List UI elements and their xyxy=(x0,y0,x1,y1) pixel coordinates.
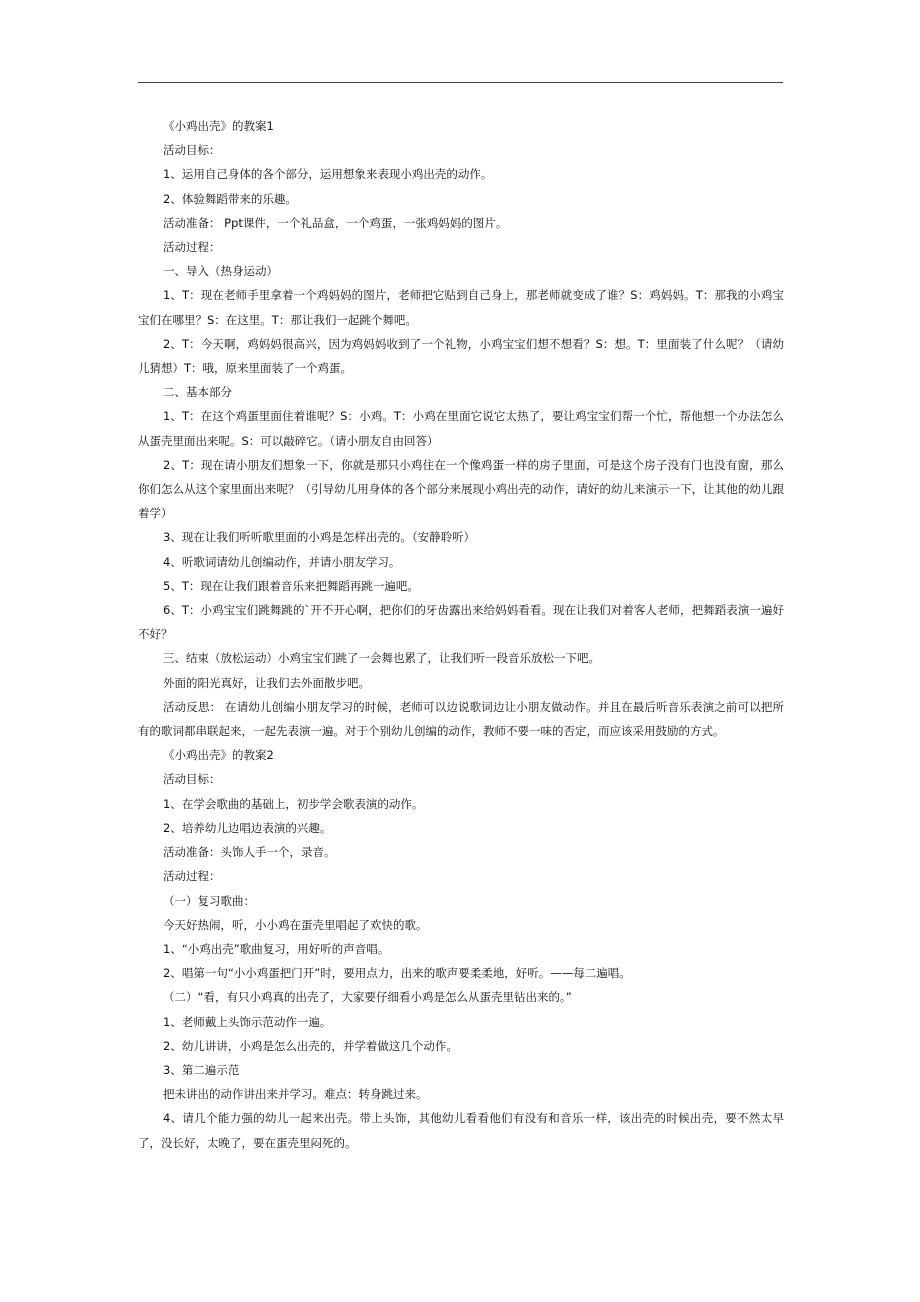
lesson1-title: 《小鸡出壳》的教案1 xyxy=(163,119,274,133)
paragraph: 二、基本部分 xyxy=(163,385,232,400)
paragraph: 3、现在让我们听听歌里面的小鸡是怎样出壳的。（安静聆听） xyxy=(163,530,476,545)
paragraph: 活动反思： 在请幼儿创编小朋友学习的时候，老师可以边说歌词边让小朋友做动作。并且在最后听音乐表演之前可以把所有的歌词都串联起来，一起先表演一遍。对于个别幼儿创编的动作，教师不要一味的否定，而应该采用鼓励的方式。 xyxy=(138,699,784,739)
header-rule xyxy=(138,82,783,83)
paragraph: 4、请几个能力强的幼儿一起来出壳。带上头饰，其他幼儿看看他们有没有和音乐一样，该出壳的时候出壳，要不然太早了，没长好，太晚了，要在蛋壳里闷死的。 xyxy=(138,1111,784,1150)
paragraph: 3、第二遍示范 xyxy=(163,1062,240,1077)
paragraph: 把未讲出的动作讲出来并学习。难点：转身跳过来。 xyxy=(163,1087,428,1102)
paragraph: 1、T：在这个鸡蛋里面住着谁呢？S：小鸡。T：小鸡在里面它说它太热了，要让鸡宝宝们帮一个忙，帮他想一个办法怎么从蛋壳里面出来呢。S：可以敲碎它。（请小朋友自由回答） xyxy=(138,409,784,448)
paragraph: 2、T：今天啊，鸡妈妈很高兴，因为鸡妈妈收到了一个礼物，小鸡宝宝们想不想看？S：想。T：里面装了什么呢？（请幼儿猜想）T：哦，原来里面装了一个鸡蛋。 xyxy=(138,336,784,376)
paragraph: 2、体验舞蹈带来的乐趣。 xyxy=(163,191,297,206)
paragraph: 6、T：小鸡宝宝们跳舞跳的`开不开心啊，把你们的牙齿露出来给妈妈看看。现在让我们对着客人老师，把舞蹈表演一遍好不好？ xyxy=(138,603,784,642)
paragraph: 活动目标： xyxy=(163,143,221,158)
paragraph: 2、幼儿讲讲，小鸡是怎么出壳的，并学着做这几个动作。 xyxy=(163,1038,458,1053)
paragraph: 一、导入（热身运动） xyxy=(163,264,278,279)
paragraph: 1、“小鸡出壳”歌曲复习，用好听的声音唱。 xyxy=(163,941,390,956)
paragraph: 5、T：现在让我们跟着音乐来把舞蹈再跳一遍吧。 xyxy=(163,578,419,593)
paragraph: （一）复习歌曲： xyxy=(163,893,255,908)
paragraph: 1、在学会歌曲的基础上，初步学会歌表演的动作。 xyxy=(163,796,424,811)
paragraph: 4、听歌词请幼儿创编动作，并请小朋友学习。 xyxy=(163,554,401,569)
paragraph: 1、T：现在老师手里拿着一个鸡妈妈的图片，老师把它贴到自己身上，那老师就变成了谁？S：鸡妈妈。T：那我的小鸡宝宝们在哪里？S：在这里。T：那让我们一起跳个舞吧。 xyxy=(138,288,784,327)
paragraph: 活动过程： xyxy=(163,240,221,255)
paragraph: 1、老师戴上头饰示范动作一遍。 xyxy=(163,1014,332,1029)
paragraph: （二）“看，有只小鸡真的出壳了，大家要仔细看小鸡是怎么从蛋壳里钻出来的。” xyxy=(163,990,572,1005)
paragraph: 活动目标： xyxy=(163,772,221,787)
paragraph: 活动准备： Ppt课件，一个礼品盒，一个鸡蛋，一张鸡妈妈的图片。 xyxy=(163,215,508,230)
paragraph: 今天好热闹，听，小小鸡在蛋壳里唱起了欢快的歌。 xyxy=(163,917,428,932)
paragraph: 外面的阳光真好，让我们去外面散步吧。 xyxy=(163,675,370,690)
paragraph: 2、T：现在请小朋友们想象一下，你就是那只小鸡住在一个像鸡蛋一样的房子里面，可是这个房子没有门也没有窗，那么你们怎么从这个家里面出来呢？（引导幼儿用身体的各个部分来展现小鸡出壳的动作，请好的幼儿来演示一下，让其他的幼儿跟着学） xyxy=(138,457,784,521)
document-body xyxy=(138,114,784,1155)
paragraph: 1、运用自己身体的各个部分，运用想象来表现小鸡出壳的动作。 xyxy=(163,167,493,182)
paragraph: 活动过程： xyxy=(163,869,221,884)
paragraph: 2、培养幼儿边唱边表演的兴趣。 xyxy=(163,820,332,835)
paragraph: 活动准备：头饰人手一个，录音。 xyxy=(163,845,336,860)
lesson2-title: 《小鸡出壳》的教案2 xyxy=(163,748,274,763)
paragraph: 2、唱第一句“小小鸡蛋把门开”时，要用点力，出来的歌声要柔柔地，好听。——每二遍唱。 xyxy=(163,966,631,981)
paragraph: 三、结束（放松运动）小鸡宝宝们跳了一会舞也累了，让我们听一段音乐放松一下吧。 xyxy=(163,651,600,666)
